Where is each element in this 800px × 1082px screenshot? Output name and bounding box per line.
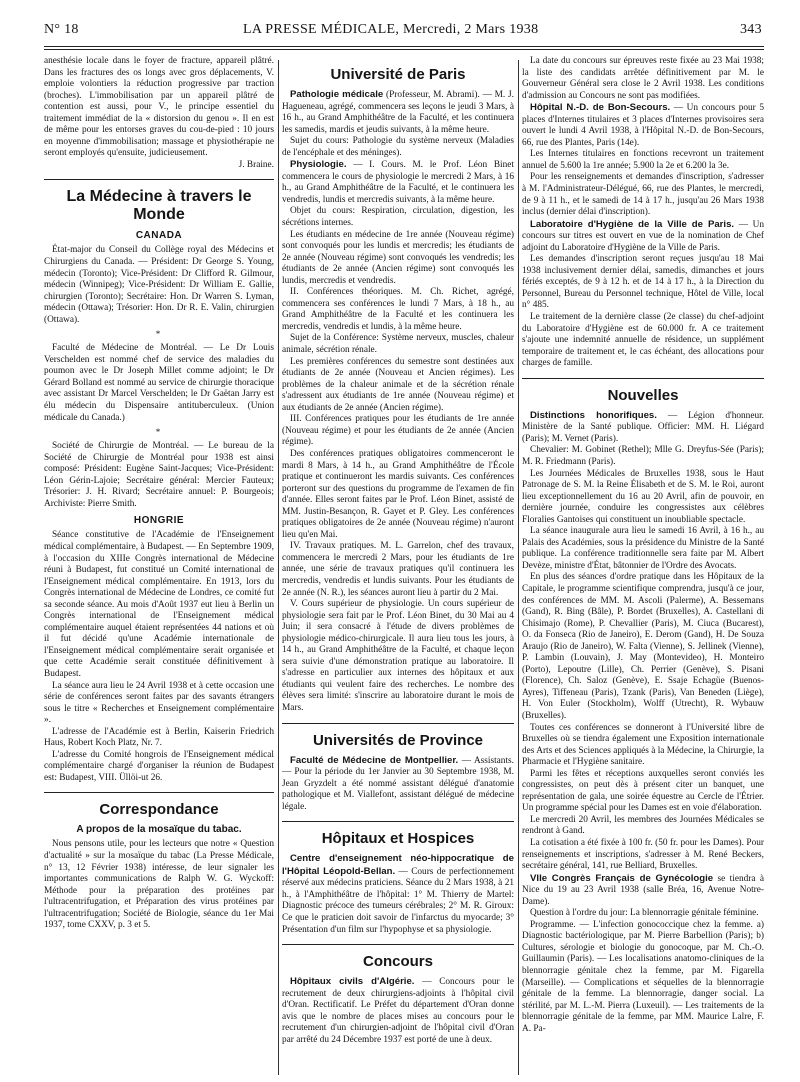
paragraph-montpellier: — Assistants. — Pour la période du 1er Janvier au 30 Septembre 1938, M. Jean Gryzdelt a été nommé assistant délégué d'anatomie pathologique et M. Viallefont, assistant délégué de médecine légale. xyxy=(282,755,514,812)
column-2 xyxy=(282,56,514,1078)
paragraph-physiologie-1: — I. Cours. M. le Prof. Léon Binet commencera le cours de physiologie le mercredi 2 Mars, à 16 h., au Grand Amphithéâtre de la Faculté, et le continuera les vendredis, lundis et mercredis suivants, à la même heure. xyxy=(282,160,514,205)
paragraph-correspondance: Nous pensons utile, pour les lecteurs que notre « Question d'actualité » sur la mosaïque du tabac (La Presse Médicale, n° 13, 12 Février 1938) intéresse, de leur signaler les importantes communications de Ralph W. G. Wyckoff: Méthode pour la préparation des protéines par l'ultracentrifugation, et Préparation des virus protéines par l'ultracentrifugation; Société de Biologie, séance du 1er Mai 1937, tome CXXV, p. 3 et 5. xyxy=(44,839,274,931)
section-title-concours: Concours xyxy=(362,953,433,971)
paragraph-gynecologie-3: Programme. — L'infection gonococcique chez la femme. a) Diagnostic bactériologique, par M. Pierre Barbellion (Paris); b) Cultures, sérologie et biologie du gonocoque, par M. Ch.-O. Guillaumin (Paris). — Les localisations anatomo-cliniques de la blennorragie génitale chez la femme, par M. Figarella (Marseille). — Complications et séquelles de la blennorragie génitale de la femme. La blennorragie, danger social. La stérilité, par M. L.-M. Pierra (Luxeuil). — Les traitements de la blennorragie génitale de la femme, par MM. Maurice Lalre, F. A. Pa- xyxy=(522,919,764,1034)
paragraph-physiologie-2: Objet du cours: Respiration, circulation, digestion, les sécrétions internes. xyxy=(282,206,514,229)
paragraph-pathologie: (Professeur, M. Abrami). — M. J. Hagueneau, agrégé, commencera ses leçons le jeudi 3 Mars, à 16 h., au Grand Amphithéâtre de la Faculté, et les continuera les samedis, mardis et jeudis suivants, à la même heure. xyxy=(282,90,514,135)
section-rule xyxy=(282,944,514,945)
heading-physiologie: Physiologie. xyxy=(290,159,347,171)
section-title-medecine: La Médecine à travers le Monde xyxy=(66,188,252,224)
section-title-correspondance: Correspondance xyxy=(99,801,219,819)
journal-title: LA PRESSE MÉDICALE, Mercredi, 2 Mars 1938 xyxy=(243,22,539,37)
paragraph-distinctions-1: — Légion d'honneur. Ministère de la Santé publique. Officier: MM. H. Liégard (Paris); M. Vernet (Paris). xyxy=(522,410,764,444)
country-title-hongrie: HONGRIE xyxy=(133,515,185,527)
paragraph-physiologie-10: V. Cours supérieur de physiologie. Un cours supérieur de physiologie sera fait par le Prof. Léon Binet, du 30 Mai au 4 Juin; il sera consacré à l'étude de divers problèmes de physiologie médico-chirurgicale. Il aura lieu tous les jours, à 14 h., au Grand Amphithéâtre de la Faculté, et chaque leçon sera suivie d'une démonstration pratique au laboratoire. Il s'adresse en particulier aux internes des hôpitaux et aux étudiants qui veulent faire des recherches. Le nombre des élèves sera limité: s'inscrire au laboratoire durant le mois de Mars. xyxy=(282,599,514,713)
paragraph-bruxelles-2: La séance inaugurale aura lieu le samedi 16 Avril, à 16 h., au Palais des Académies, sous la présidence du Ministre de la Santé publique. La conférence traditionnelle sera faite par M. Albert Devèze, ministre d'État, bâtonnier de l'Ordre des Avocats. xyxy=(522,526,764,571)
paragraph-gynecologie-2: Question à l'ordre du jour: La blennorragie génitale féminine. xyxy=(530,908,759,919)
header-rule-bottom xyxy=(44,49,764,50)
column-divider-1 xyxy=(278,60,279,1075)
signature: J. Braine. xyxy=(238,159,274,170)
paragraph-physiologie-6: Les premières conférences du semestre sont destinées aux étudiants de 2e année (Nouveau et Ancien régimes). Les problèmes de la chaleur animale et de la sécrétion rénale s'adressent aux étudiants de 1re année (Nouveau régime) et aux étudiants de 2e année (Ancien régime). xyxy=(282,356,514,413)
section-rule xyxy=(282,821,514,822)
paragraph-gynecologie-1: se tiendra à Nice du 19 au 23 Avril 1938 (salle Bréa, 16, Avenue Notre-Dame). xyxy=(522,873,764,907)
paragraph-pathologie-sujet: Sujet du cours: Pathologie du système nerveux (Maladies de l'encéphale et des méninges). xyxy=(282,136,514,158)
paragraph-laboratoire-2: Les demandes d'inscription seront reçues jusqu'au 18 Mai 1938 inclusivement dernier délai, samedis, dimanches et jours fériés exceptés, de 9 à 12 h. et de 14 à 17 h., à la Direction du Personnel, Bureau du Personnel technique, Hôtel de Ville, local n° 485. xyxy=(522,254,764,311)
correspondance-subtitle: A propos de la mosaïque du tabac. xyxy=(76,824,242,836)
heading-pathologie: Pathologie médicale xyxy=(290,89,384,100)
paragraph-physiologie-3: Les étudiants en médecine de 1re année (Nouveau régime) sont convoqués pour les lundis et mercredis; les étudiants de 2e année (Nouveau régime) sont convoqués les vendredis; les étudiants de 2e année (Ancien régime) sont convoqués les lundis, mercredis et vendredis. xyxy=(282,229,514,286)
paragraph-distinctions-2: Chevalier: M. Gobinet (Rethel); Mlle G. Dreyfus-Sée (Paris); M. R. Friedmann (Paris). xyxy=(522,445,764,467)
heading-bon-secours: Hôpital N.-D. de Bon-Secours. xyxy=(530,102,671,114)
paragraph-bruxelles-4: Toutes ces conférences se donneront à l'Université libre de Bruxelles où se tiendra également une Exposition internationale des Arts et des Sciences appliqués à la Médecine, la Chirurgie, la Pharmacie et l'Hygiène sanitaire. xyxy=(522,722,764,768)
country-title-canada: CANADA xyxy=(135,230,183,242)
paragraph-bruxelles-1: Les Journées Médicales de Bruxelles 1938, sous le Haut Patronage de S. M. la Reine Élisabeth et de S. M. le Roi, auront lieu exceptionnellement du 16 au 20 Avril, afin de pouvoir, en dernière journée, conduire les congressistes aux célèbres Floralies Gantoises qui constituent un inoubliable spectacle. xyxy=(522,468,764,525)
heading-montpellier: Faculté de Médecine de Montpellier. xyxy=(290,754,459,766)
paragraph-intro: anesthésie locale dans le foyer de fracture, appareil plâtré. Dans les fractures des os longs avec gros déplacements, V. emploie volontiers la réduction progressive par traction (broches). L'immobilisation par un appareil plâtré de contention est aussi, pour V., le principe essentiel du traitement immédiat de la « distorsion du genou ». Il en est de même pour les entorses graves du cou-de-pied : 10 jours en moyenne d'immobilisation; massage et physiothérapie ne seront employés qu'ensuite, judicieusement. xyxy=(44,56,274,159)
heading-algerie: Hôpitaux civils d'Algérie. xyxy=(290,976,415,988)
paragraph-physiologie-5: Sujet de la Conférence: Système nerveux, muscles, chaleur animale, sécrétion rénale. xyxy=(282,333,514,356)
section-rule xyxy=(282,723,514,724)
paragraph-bruxelles-7: La cotisation a été fixée à 100 fr. (50 fr. pour les Dames). Pour renseignements et inscriptions, s'adresser à M. René Beckers, secrétaire général, 141, rue Belliard, Bruxelles. xyxy=(522,838,764,872)
heading-laboratoire: Laboratoire d'Hygiène de la Ville de Paris. xyxy=(530,218,735,230)
paragraph-physiologie-9: IV. Travaux pratiques. M. L. Garrelon, chef des travaux, commencera le mercredi 2 Mars, pour les étudiants de 1re année, une série de travaux pratiques qu'il continuera les mercredis, vendredis et lundis suivants. Pour les étudiants de 2e année (N. R.), les séances auront lieu à partir du 2 Mai. xyxy=(282,541,514,598)
section-rule xyxy=(522,378,764,379)
section-rule xyxy=(44,792,274,793)
paragraph-hongrie-2: La séance aura lieu le 24 Avril 1938 et à cette occasion une série de conférences seront faites par des savants étrangers sous le titre « Recherches et Enseignement complémentaire ». xyxy=(44,680,274,726)
section-title-province: Universités de Province xyxy=(312,731,484,749)
asterism: * xyxy=(155,427,163,438)
column-1 xyxy=(44,56,274,1078)
paragraph-hongrie-3: L'adresse de l'Académie est à Berlin, Kaiserin Friedrich Haus, Robert Koch Platz, Nr. 7. xyxy=(44,726,274,749)
paragraph-canada-2: Faculté de Médecine de Montréal. — Le Dr Louis Verschelden est nommé chef de service des maladies du poumon avec le Dr Joseph Millet comme adjoint; le Dr Gérard Bolland est nommé au service de chirurgie thoracique avec assistant Dr Marcel Verschelden; le Dr Gaëtan Jarry est élu médecin du Dispensaire antituberculeux. (Union médicale du Canada.) xyxy=(44,343,274,423)
heading-gynecologie: VIIe Congrès Français de Gynécologie xyxy=(530,872,714,884)
paragraph-physiologie-8: Des conférences pratiques obligatoires commenceront le mardi 8 Mars, à 14 h., au Grand Amphithéâtre de l'École pratique et continueront les mardis suivants. Ces conférences porteront sur des questions du programme de l'examen de fin d'année. Elles seront faites par le Prof. Léon Binet, assisté de MM. Justin-Besançon, R. Gayet et P. Gley. Les conférences pratiques obligatoires de 2e année (Nouveau régime) n'auront lieu qu'en Mai. xyxy=(282,448,514,540)
paragraph-bon-secours-2: Les Internes titulaires en fonctions recevront un traitement annuel de 5.600 la 1re année; 5.900 la 2e et 6.200 la 3e. xyxy=(522,149,764,171)
paragraph-laboratoire-3: Le traitement de la dernière classe (2e classe) du chef-adjoint du Laboratoire d'Hygiène est de 60.000 fr. A ce traitement s'ajoute une indemnité annuelle de résidence, un supplément temporaire de traitement et, le cas échéant, des allocations pour charges de famille. xyxy=(522,312,764,369)
paragraph-algerie: — Concours pour le recrutement de deux chirurgiens-adjoints à l'hôpital civil d'Oran. Rectificatif. Le Préfet du département d'Oran donne avis que le nombre de places mises au concours pour le recrutement d'un chirurgien-adjoint de l'hôpital civil d'Oran par arrêté du 24 Décembre 1937 est porté de une à deux. xyxy=(282,977,514,1045)
heading-distinctions: Distinctions honorifiques. xyxy=(530,409,657,421)
paragraph-canada-1: État-major du Conseil du Collège royal des Médecins et Chirurgiens du Canada. — Président: Dr George S. Young, médecin (Toronto); Vice-Président: Dr Clifford R. Gilmour, médecin (Winnipeg); Vice-Président: Dr William E. Gallie, chirurgien (Toronto); Secrétaire: Hon. Dr Warren S. Lyman, médecin (Ottawa); Trésorier: Hon. Dr R. E. Valin, chirurgien (Ottawa). xyxy=(44,245,274,325)
paragraph-laboratoire-1: — Un concours sur titres est ouvert en vue de la nomination de Chef adjoint du Laboratoire d'Hygiène de la Ville de Paris. xyxy=(522,219,764,253)
paragraph-canada-3: Société de Chirurgie de Montréal. — Le bureau de la Société de Chirurgie de Montréal pour 1938 est ainsi composé: Président: Eugène Saint-Jacques; Vice-Président: Léon Gérin-Lajoie; Secrétaire général: Mercier Fauteux; Trésorier: J. H. Rivard; Secrétaire annuel: P. Bourgeois; Archiviste: Pierre Smith. xyxy=(44,441,274,509)
paragraph-physiologie-7: III. Conférences pratiques pour les étudiants de 1re année (Nouveau régime) et pour les étudiants de 2e année (Ancien régime). xyxy=(282,414,514,448)
paragraph-hongrie-4: L'adresse du Comité hongrois de l'Enseignement médical complémentaire chargé d'organiser la réunion de Budapest est: Budapest, VIII. Üllöi-ut 26. xyxy=(44,749,274,783)
paragraph-bruxelles-3: En plus des séances d'ordre pratique dans les Hôpitaux de la Capitale, le programme scientifique comprendra, jusqu'à ce jour, des conférences de MM. M. Ascoli (Palerme), A. Bessemans (Gand), R. Bing (Bâle), P. Bordet (Bruxelles), A. Castellani di Chisimajo (Rome), P. Chevallier (Paris), M. Ciuca (Bucarest), O. da Fonseca (Rio de Janeiro), E. Derom (Gand), H. De Souza Araujo (Rio de Janeiro), W. Falta (Vienne), S. Jellinek (Vienne), P. Lambin (Louvain), J. May (Montevideo), H. Monteiro (Porto), Lepoutre (Lille), Ch. Perrier (Genève), S. Pisani (Florence), Ch. Saloz (Genève), E. Ssaje Echagüe (Buenos-Ayres), Tiffeneau (Paris), Tzank (Paris), Van Beneden (Liège), H. Von Euler (Stockholm), Wolff (Utrecht), R. Wybauw (Bruxelles). xyxy=(522,572,764,721)
paragraph-concours-suite: La date du concours sur épreuves reste fixée au 23 Mai 1938; la liste des candidats arrêtée définitivement par M. le Gouverneur Général sera close le 2 Avril 1938. Les conditions d'admission au Concours ne sont pas modifiées. xyxy=(522,56,764,101)
paragraph-physiologie-4: II. Conférences théoriques. M. Ch. Richet, agrégé, commencera ses conférences le lundi 7 Mars, à 18 h., au Grand Amphithéâtre de la Faculté et les continuera les mercredis, vendredis et lundis, à la même heure. xyxy=(282,287,514,332)
header-rule-top xyxy=(44,46,764,47)
issue-number: N° 18 xyxy=(44,22,79,37)
column-3 xyxy=(522,56,764,1078)
paragraph-bon-secours-3: Pour les renseignements et demandes d'inscription, s'adresser à M. l'Administrateur-Délégué, 66, rue des Plantes, le mercredi, de 9 à 11 h., et le samedi de 14 à 17 h., jusqu'au 26 Mars 1938 inclus (dernier délai d'inscription). xyxy=(522,172,764,218)
page-header xyxy=(0,22,800,40)
paragraph-bon-secours-1: — Un concours pour 5 places d'Internes titulaires et 3 places d'Internes provisoires sera ouvert le lundi 4 Avril 1938, à l'Hôpital N.-D. de Bon-Secours, 66, rue des Plantes, Paris (14e). xyxy=(522,103,764,148)
paragraph-bruxelles-6: Le mercredi 20 Avril, les membres des Journées Médicales se rendront à Gand. xyxy=(522,814,764,837)
page-number: 343 xyxy=(740,22,762,37)
paragraph-bruxelles-5: Parmi les fêtes et réceptions auxquelles seront conviés les congressistes, on peut dès à présent citer un banquet, une représentation de gala, une soirée équestre au Cercle de l'Étrier. Un programme spécial pour les Dames est en voie d'élaboration. xyxy=(522,768,764,814)
paragraph-hongrie-1: Séance constitutive de l'Académie de l'Enseignement médical complémentaire, à Budapest. — En Septembre 1909, à l'occasion du XIIIe Congrès international de Médecine réuni à Budapest, fut constitué un Comité international de l'Enseignement médical complémentaire. En 1913, lors du Congrès international de Médecine de Londres, ce comité fut sa seconde séance. Au mois d'Août 1937 eut lieu à Berlin un Congrès international de l'Enseignement médical complémentaire auquel étaient représentées 44 nations et où il fut décidé qu'une Académie internationale de l'Enseignement médical complémentaire serait organisée et que cette Académie serait constituée définitivement à Budapest. xyxy=(44,530,274,679)
section-title-hopitaux: Hôpitaux et Hospices xyxy=(321,830,475,848)
asterism: * xyxy=(155,329,163,340)
paragraph-leopold-bellan: — Cours de perfectionnement réservé aux médecins praticiens. Séance du 2 Mars 1938, à 21 h., à l'Amphithéâtre de l'hôpital: 1° M. Thierry de Martel: Diagnostic précoce des tumeurs cérébrales; 2° M. R. Giroux: Ce que le praticien doit savoir de l'infarctus du myocarde; 3° Présentation d'un film sur l'hypophyse et sa physiologie. xyxy=(282,866,514,935)
section-rule xyxy=(44,179,274,180)
column-divider-2 xyxy=(518,60,519,1075)
section-title-nouvelles: Nouvelles xyxy=(607,386,679,404)
heading-leopold-bellan: Centre d'enseignement néo-hippocratique de l'Hôpital Léopold-Bellan. xyxy=(282,853,514,877)
section-title-paris: Université de Paris xyxy=(330,66,466,83)
